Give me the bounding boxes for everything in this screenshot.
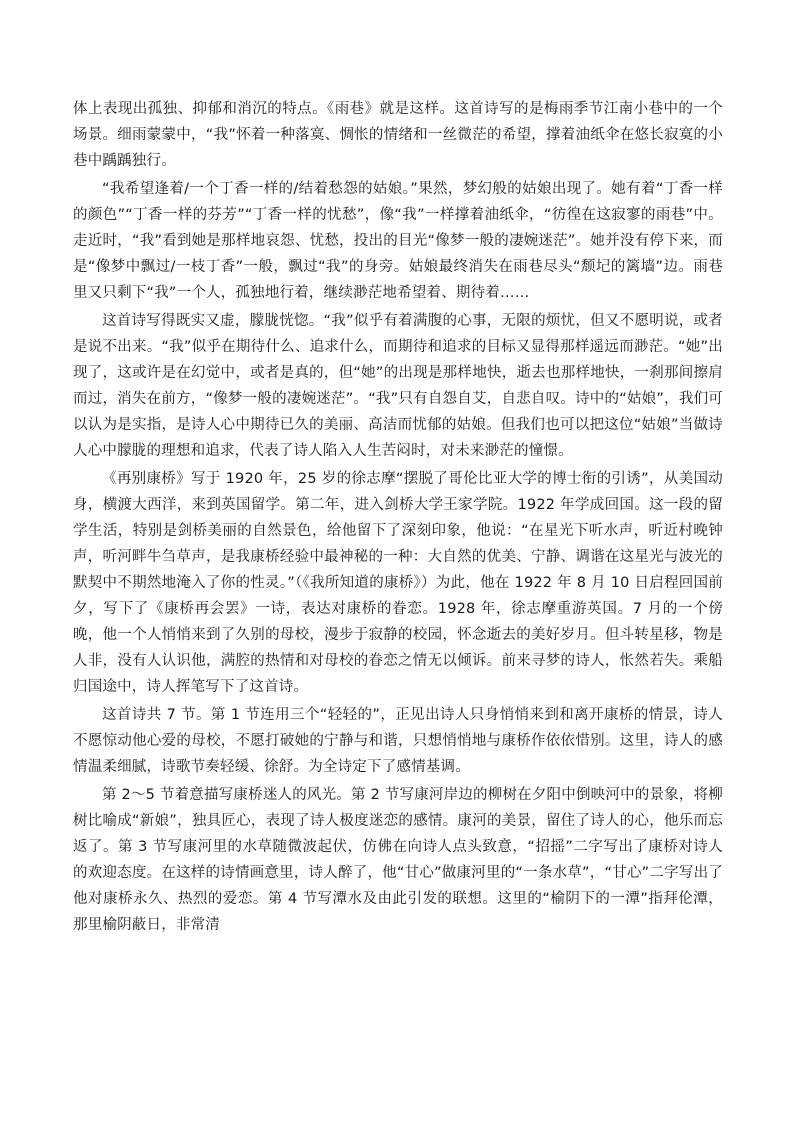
document-page [73,96,723,940]
paragraph-1: 体上表现出孤独、抑郁和消沉的特点。《雨巷》就是这样。这首诗写的是梅雨季节江南小巷中的一个场景。细雨蒙蒙中，“我”怀着一种落寞、惆怅的情绪和一丝微茫的希望，撑着油纸伞在悠长寂寞的小巷中踽踽独行。 [73,101,723,169]
paragraph-4: 《再别康桥》写于 1920 年，25 岁的徐志摩“摆脱了哥伦比亚大学的博士衔的引诱”，从美国动身，横渡大西洋，来到英国留学。第二年，进入剑桥大学王家学院。1922 年学成回国。这一段的留学生活，特别是剑桥美丽的自然景色，给他留下了深刻印象，他说：“在星光下听水声，听近村晚钟声，听河畔牛刍草声，是我康桥经验中最神秘的一种：大自然的优美、宁静、调谐在这星光与波光的默契中不期然地淹入了你的性灵。”（《我所知道的康桥》）为此，他在 1922 年 8 月 10 日启程回国前夕，写下了《康桥再会罢》一诗，表达对康桥的眷恋。1928 年，徐志摩重游英国。7 月的一个傍晚，他一个人悄悄来到了久别的母校，漫步于寂静的校园，怀念逝去的美好岁月。但斗转星移，物是人非，没有人认识他，满腔的热情和对母校的眷恋之情无以倾诉。前来寻梦的诗人，怅然若失。乘船归国途中，诗人挥笔写下了这首诗。 [73,471,723,695]
paragraph-5: 这首诗共 7 节。第 1 节连用三个“轻轻的”，正见出诗人只身悄悄来到和离开康桥的情景，诗人不愿惊动他心爱的母校，不愿打破她的宁静与和谐，只想悄悄地与康桥作依依惜别。这里，诗人的感情温柔细腻，诗歌节奏轻缓、徐舒。为全诗定下了感情基调。 [73,707,723,775]
paragraph-2: “我希望逢着/一个丁香一样的/结着愁怨的姑娘。”果然，梦幻般的姑娘出现了。她有着“丁香一样的颜色”“丁香一样的芬芳”“丁香一样的忧愁”，像“我”一样撑着油纸伞，“彷徨在这寂寥的雨巷”中。走近时，“我”看到她是那样地哀怨、忧愁，投出的目光“像梦一般的凄婉迷茫”。她并没有停下来，而是“像梦中飘过/一枝丁香”一般，飘过“我”的身旁。姑娘最终消失在雨巷尽头“颓圮的篱墙”边。雨巷里又只剩下“我”一个人，孤独地行着，继续渺茫地希望着、期待着…… [73,181,723,301]
paragraph-3: 这首诗写得既实又虚，朦胧恍惚。“我”似乎有着满腹的心事，无限的烦忧，但又不愿明说，或者是说不出来。“我”似乎在期待什么、追求什么，而期待和追求的目标又显得那样遥远而渺茫。“她”出现了，这或许是在幻觉中，或者是真的，但“她”的出现是那样地快，逝去也那样地快，一刹那间擦肩而过，消失在前方，“像梦一般的凄婉迷茫”。“我”只有自怨自艾，自悲自叹。诗中的“姑娘”，我们可以认为是实指，是诗人心中期待已久的美丽、高洁而忧郁的姑娘。但我们也可以把这位“姑娘”当做诗人心中朦胧的理想和追求，代表了诗人陷入人生苦闷时，对未来渺茫的憧憬。 [73,313,723,459]
paragraph-6: 第 2～5 节着意描写康桥迷人的风光。第 2 节写康河岸边的柳树在夕阳中倒映河中的景象，将柳树比喻成“新娘”，独具匠心，表现了诗人极度迷恋的感情。康河的美景，留住了诗人的心，他乐而忘返了。第 3 节写康河里的水草随微波起伏，仿佛在向诗人点头致意，“招摇”二字写出了康桥对诗人的欢迎态度。在这样的诗情画意里，诗人醉了，他“甘心”做康河里的“一条水草”，“甘心”二字写出了他对康桥永久、热烈的爱恋。第 4 节写潭水及由此引发的联想。这里的“榆阴下的一潭”指拜伦潭，那里榆阴蔽日，非常清 [73,787,723,933]
